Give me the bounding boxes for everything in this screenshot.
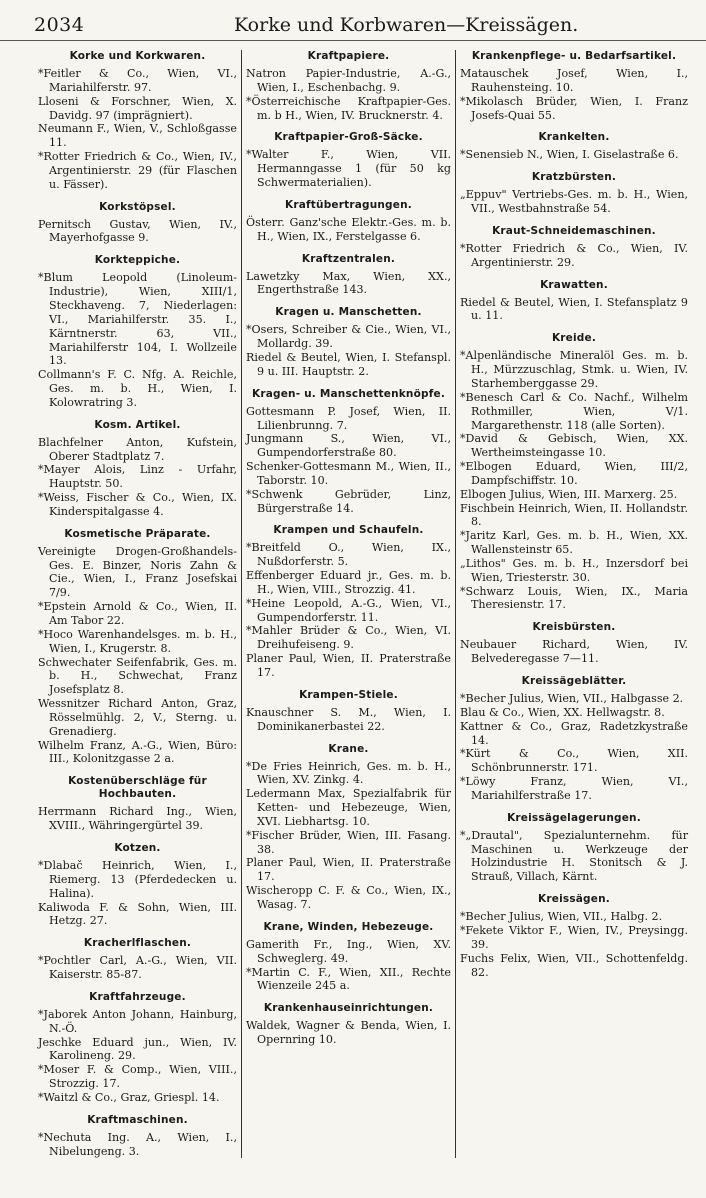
directory-entry: *Benesch Carl & Co. Nachf., Wilhelm Rothmiller, Wien, V/1. Margarethenstr. 118 (alle Sorten).: [460, 390, 688, 432]
directory-section: [38, 528, 237, 767]
directory-section: [246, 689, 451, 734]
column-middle: [242, 50, 456, 1158]
directory-entry: *Elbogen Eduard, Wien, III/2, Dampfschiffstr. 10.: [460, 460, 688, 487]
directory-section: [246, 524, 451, 679]
directory-entry: Natron Papier-Industrie, A.-G., Wien, I., Eschenbachg. 9.: [246, 67, 451, 94]
directory-section: [38, 419, 237, 519]
directory-entry: *Epstein Arnold & Co., Wien, II. Am Tabor 22.: [38, 600, 237, 627]
directory-entry: *Senensieb N., Wien, I. Giselastraße 6.: [460, 148, 679, 162]
section-heading: Krawatten.: [540, 278, 608, 291]
directory-section: [38, 201, 237, 246]
directory-section: [460, 675, 688, 803]
directory-entry: *Jaritz Karl, Ges. m. b. H., Wien, XX. Wallensteinstr 65.: [460, 529, 688, 557]
directory-section: [38, 842, 237, 928]
directory-entry: *Moser F. & Comp., Wien, VIII., Strozzig. 17.: [38, 1063, 237, 1091]
section-heading: Krane, Winden, Hebezeuge.: [263, 920, 434, 933]
section-heading: Krampen und Schaufeln.: [273, 524, 424, 537]
directory-entry: *Breitfeld O., Wien, IX., Nußdorferstr. 5.: [246, 541, 451, 569]
directory-entry: *Walter F., Wien, VII. Hermanngasse 1 (für 50 kg Schwermaterialien).: [246, 148, 451, 190]
directory-entry: *Jaborek Anton Johann, Hainburg, N.-Ö.: [38, 1007, 237, 1035]
directory-entry: Kaliwoda F. & Sohn, Wien, III. Hetzg. 27.: [38, 900, 237, 928]
section-heading: Kostenüberschläge für Hochbauten.: [68, 775, 207, 801]
directory-entry: Wischeropp C. F. & Co., Wien, IX., Wasag. 7.: [246, 884, 451, 911]
directory-section: [460, 332, 688, 612]
directory-entry: *Feitler & Co., Wien, VI., Mariahilferstr. 97.: [38, 67, 237, 94]
directory-entry: *Nechuta Ing. A., Wien, I., Nibelungeng. 3.: [38, 1130, 237, 1158]
section-heading: Kreissägelagerungen.: [507, 811, 641, 824]
directory-entry: *Schwarz Louis, Wien, IX., Maria Theresienstr. 17.: [460, 584, 688, 612]
directory-entry: Jungmann S., Wien, VI., Gumpendorferstraße 80.: [246, 432, 451, 460]
directory-section: [246, 1002, 451, 1047]
section-heading: Kreissägeblätter.: [521, 675, 627, 687]
directory-section: [460, 171, 688, 216]
directory-section: [460, 621, 688, 666]
section-heading: Kraftpapiere.: [307, 50, 390, 62]
directory-entry: Gamerith Fr., Ing., Wien, XV. Schweglerg. 49.: [246, 937, 451, 965]
section-heading: Korkteppiche.: [94, 254, 181, 267]
directory-section: [246, 306, 451, 378]
directory-entry: Effenberger Eduard jr., Ges. m. b. H., Wien, VIII., Strozzig. 41.: [246, 569, 451, 596]
directory-entry: Riedel & Beutel, Wien, I. Stefansplatz 9 u. 11.: [460, 295, 688, 323]
section-heading: Kreide.: [551, 332, 597, 345]
directory-entry: Vereinigte Drogen-Großhandels-Ges. E. Binzer, Noris Zahn & Cie., Wien, I., Franz Josefskai 7/9.: [38, 544, 237, 600]
directory-section: [460, 893, 688, 979]
directory-entry: Fischbein Heinrich, Wien, II. Hollandstr. 8.: [460, 501, 688, 529]
directory-entry: Gottesmann P. Josef, Wien, II. Lilienbrunng. 7.: [246, 404, 451, 432]
section-heading: Kragen- u. Manschettenknöpfe.: [251, 387, 446, 400]
directory-entry: Neumann F., Wien, V., Schloßgasse 11.: [38, 122, 237, 150]
section-heading: Korke und Korkwaren.: [69, 50, 206, 62]
directory-entry: Blau & Co., Wien, XX. Hellwagstr. 8.: [460, 705, 665, 719]
directory-entry: *Martin C. F., Wien, XII., Rechte Wienzeile 245 a.: [246, 965, 451, 993]
directory-entry: Herrmann Richard Ing., Wien, XVIII., Währingergürtel 39.: [38, 805, 237, 833]
directory-entry: *Fischer Brüder, Wien, III. Fasang. 38.: [246, 828, 451, 856]
directory-entry: Planer Paul, Wien, II. Praterstraße 17.: [246, 856, 451, 884]
directory-section: [246, 50, 451, 122]
section-heading: Krankenhauseinrichtungen.: [263, 1002, 434, 1015]
directory-entry: *Pochtler Carl, A.-G., Wien, VII. Kaiserstr. 85-87.: [38, 954, 237, 982]
directory-section: [460, 131, 688, 162]
section-heading: Kreisbürsten.: [532, 621, 616, 634]
directory-section: [38, 991, 237, 1105]
section-heading: Krane.: [328, 742, 369, 755]
directory-entry: Knauschner S. M., Wien, I. Dominikanerbastei 22.: [246, 705, 451, 733]
directory-entry: *Rotter Friedrich & Co., Wien, IV., Argentinierstr. 29 (für Flaschen u. Fässer).: [38, 150, 237, 191]
directory-section: [38, 50, 237, 192]
section-heading: Krankelten.: [538, 131, 610, 144]
directory-entry: Neubauer Richard, Wien, IV. Belvederegasse 7—11.: [460, 638, 688, 666]
directory-section: [38, 775, 237, 833]
directory-entry: *Becher Julius, Wien, VII., Halbg. 2.: [460, 910, 663, 924]
directory-entry: „Eppuv" Vertriebs-Ges. m. b. H., Wien, VII., Westbahnstraße 54.: [460, 188, 688, 216]
directory-section: [460, 50, 688, 122]
section-heading: Kraftübertragungen.: [285, 198, 412, 211]
section-heading: Krankenpflege- u. Bedarfsartikel.: [471, 50, 677, 62]
directory-entry: Lloseni & Forschner, Wien, X. Davidg. 97 (imprägniert).: [38, 94, 237, 122]
directory-section: [246, 921, 451, 993]
section-heading: Kraftmaschinen.: [87, 1113, 188, 1126]
directory-entry: Collmann's F. C. Nfg. A. Reichle, Ges. m. b. H., Wien, I. Kolowratring 3.: [38, 368, 237, 409]
section-heading: Kotzen.: [114, 841, 161, 854]
directory-entry: *David & Gebisch, Wien, XX. Wertheimsteingasse 10.: [460, 432, 688, 460]
directory-entry: Blachfelner Anton, Kufstein, Oberer Stadtplatz 7.: [38, 435, 237, 463]
section-heading: Kragen u. Manschetten.: [275, 306, 422, 319]
directory-entry: *Rotter Friedrich & Co., Wien, IV. Argentinierstr. 29.: [460, 241, 688, 269]
header-rule: [0, 40, 706, 41]
running-title: Korke und Korbwaren—Kreissägen.: [234, 14, 579, 36]
directory-entry: *Blum Leopold (Linoleum-Industrie), Wien, XIII/1, Steckhaveng. 7, Niederlagen: VI., Mariahilferstr. 35. I., Kärntnerstr. 63, VII., Mariahilferstr 104, I. Wollzeile 13.: [38, 271, 237, 368]
directory-entry: *Alpenländische Mineralöl Ges. m. b. H., Mürzzuschlag, Stmk. u. Wien, IV. Starhemberggasse 29.: [460, 349, 688, 390]
section-heading: Korkstöpsel.: [99, 200, 176, 213]
directory-section: [246, 388, 451, 516]
directory-entry: *Fekete Viktor F., Wien, IV., Preysingg. 39.: [460, 923, 688, 951]
directory-entry: *Waitzl & Co., Graz, Griespl. 14.: [38, 1090, 220, 1104]
directory-entry: Österr. Ganz'sche Elektr.-Ges. m. b. H., Wien, IX., Ferstelgasse 6.: [246, 215, 451, 243]
directory-entry: Elbogen Julius, Wien, III. Marxerg. 25.: [460, 487, 678, 501]
directory-entry: *Osers, Schreiber & Cie., Wien, VI., Mollardg. 39.: [246, 323, 451, 351]
directory-entry: *Weiss, Fischer & Co., Wien, IX. Kinderspitalgasse 4.: [38, 491, 237, 518]
directory-entry: Pernitsch Gustav, Wien, IV., Mayerhofgasse 9.: [38, 217, 237, 245]
directory-entry: Kattner & Co., Graz, Radetzkystraße 14.: [460, 719, 688, 747]
section-heading: Kraftfahrzeuge.: [89, 990, 186, 1003]
directory-entry: *„Drautal", Spezialunternehm. für Maschinen u. Werkzeuge der Holzindustrie H. Stonitsch & J. Strauß, Villach, Kärnt.: [460, 828, 688, 884]
directory-entry: *Schwenk Gebrüder, Linz, Bürgerstraße 14.: [246, 487, 451, 515]
directory-entry: Matauschek Josef, Wien, I., Rauhensteing. 10.: [460, 67, 688, 94]
directory-entry: *Hoco Warenhandelsges. m. b. H., Wien, I., Krugerstr. 8.: [38, 627, 237, 655]
section-heading: Kratzbürsten.: [531, 171, 617, 184]
directory-entry: Wilhelm Franz, A.-G., Wien, Büro: III., Kolonitzgasse 2 a.: [38, 738, 237, 766]
directory-section: [38, 1114, 237, 1159]
directory-section: [246, 131, 451, 190]
directory-section: [246, 199, 451, 244]
directory-section: [38, 937, 237, 982]
section-heading: Kracherlflaschen.: [83, 937, 192, 950]
section-heading: Kosm. Artikel.: [94, 418, 181, 431]
directory-entry: „Lithos" Ges. m. b. H., Inzersdorf bei Wien, Triesterstr. 30.: [460, 556, 688, 584]
directory-entry: Fuchs Felix, Wien, VII., Schottenfeldg. 82.: [460, 951, 688, 979]
section-heading: Kreissägen.: [538, 893, 610, 906]
directory-entry: *Kürt & Co., Wien, XII. Schönbrunnerstr. 171.: [460, 747, 688, 775]
section-heading: Kraftzentralen.: [301, 252, 396, 265]
directory-entry: *Dlabač Heinrich, Wien, I., Riemerg. 13 (Pferdedecken u. Halina).: [38, 858, 237, 900]
directory-entry: Schwechater Seifenfabrik, Ges. m. b. H., Schwechat, Franz Josefsplatz 8.: [38, 655, 237, 697]
directory-section: [246, 743, 451, 912]
section-heading: Kraut-Schneidemaschinen.: [492, 224, 656, 237]
directory-section: [246, 253, 451, 298]
section-heading: Kraftpapier-Groß-Säcke.: [274, 131, 423, 144]
directory-entry: Ledermann Max, Spezialfabrik für Ketten- und Hebezeuge, Wien, XVI. Liebhartsg. 10.: [246, 787, 451, 828]
directory-columns: [34, 50, 692, 1158]
directory-entry: Waldek, Wagner & Benda, Wien, I. Opernring 10.: [246, 1019, 451, 1047]
directory-entry: Schenker-Gottesmann M., Wien, II., Taborstr. 10.: [246, 460, 451, 487]
directory-entry: Jeschke Eduard jun., Wien, IV. Karolineng. 29.: [38, 1035, 237, 1063]
directory-entry: Riedel & Beutel, Wien, I. Stefanspl. 9 u. III. Hauptstr. 2.: [246, 350, 451, 378]
directory-section: [460, 225, 688, 270]
directory-entry: Wessnitzer Richard Anton, Graz, Rösselmühlg. 2, V., Sterng. u. Grenadierg.: [38, 697, 237, 738]
directory-section: [38, 254, 237, 409]
directory-entry: *Heine Leopold, A.-G., Wien, VI., Gumpendorferstr. 11.: [246, 596, 451, 624]
page-number: 2034: [34, 14, 85, 36]
directory-entry: *Becher Julius, Wien, VII., Halbgasse 2.: [460, 692, 684, 705]
directory-entry: Planer Paul, Wien, II. Praterstraße 17.: [246, 652, 451, 679]
directory-entry: *Mikolasch Brüder, Wien, I. Franz Josefs-Quai 55.: [460, 94, 688, 122]
section-heading: Kosmetische Präparate.: [64, 527, 211, 540]
directory-entry: Lawetzky Max, Wien, XX., Engerthstraße 143.: [246, 269, 451, 297]
directory-entry: *Österreichische Kraftpapier-Ges. m. b H., Wien, IV. Brucknerstr. 4.: [246, 94, 451, 122]
directory-entry: *Mayer Alois, Linz - Urfahr, Hauptstr. 50.: [38, 463, 237, 491]
directory-section: [460, 812, 688, 884]
column-left: [34, 50, 242, 1158]
section-heading: Krampen-Stiele.: [299, 688, 398, 701]
directory-section: [460, 279, 688, 324]
column-right: [456, 50, 692, 1158]
directory-entry: *De Fries Heinrich, Ges. m. b. H., Wien, XV. Zinkg. 4.: [246, 759, 451, 787]
page-header: [34, 10, 692, 44]
directory-entry: *Löwy Franz, Wien, VI., Mariahilferstraße 17.: [460, 775, 688, 802]
directory-entry: *Mahler Brüder & Co., Wien, VI. Dreihufeiseng. 9.: [246, 624, 451, 652]
